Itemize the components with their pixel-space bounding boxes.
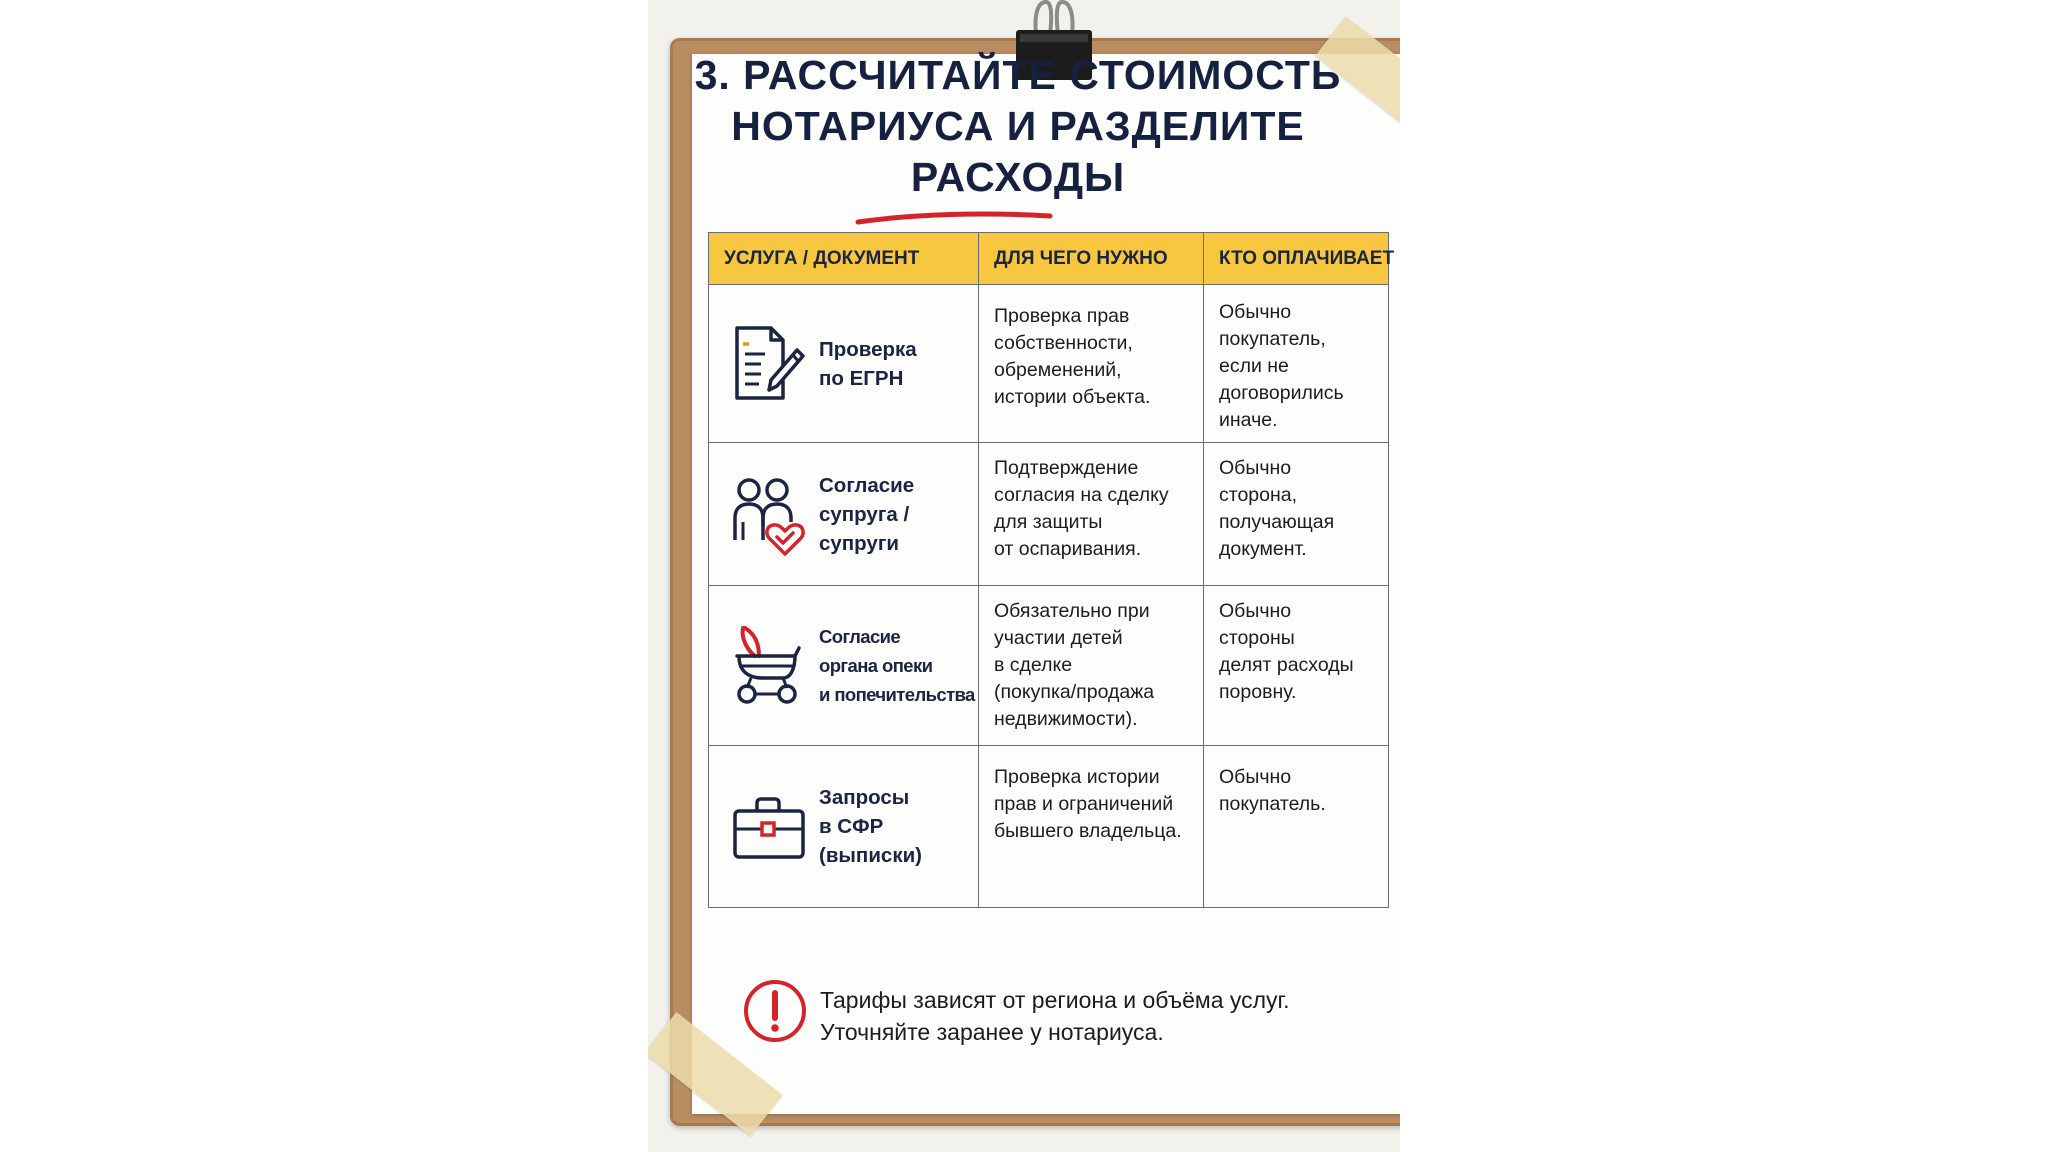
- cost-table: [708, 232, 1395, 908]
- payer-text: Обычно стороны делят расходы поровну.: [1219, 600, 1354, 703]
- poster: [648, 0, 1400, 1152]
- payer-cell: [1204, 443, 1389, 586]
- page-title: [688, 50, 1348, 203]
- table-row: [709, 285, 1389, 443]
- purpose-text: Подтверждение согласия на сделку для защиты от оспаривания.: [994, 457, 1169, 560]
- purpose-text: Проверка прав собственности, обременений, истории объекта.: [994, 305, 1151, 408]
- title-line-1: 3. РАССЧИТАЙТЕ СТОИМОСТЬ: [694, 52, 1342, 98]
- table-header-row: [709, 233, 1389, 285]
- table-row: [709, 746, 1389, 908]
- service-cell: [709, 285, 979, 443]
- payer-cell: [1204, 285, 1389, 443]
- payer-text: Обычно сторона, получающая документ.: [1219, 457, 1335, 560]
- tariff-note: Тарифы зависят от региона и объёма услуг. Уточняйте заранее у нотариуса.: [820, 987, 1290, 1045]
- briefcase-icon: [731, 783, 807, 871]
- title-underline: [854, 210, 1054, 226]
- purpose-cell: [979, 586, 1204, 746]
- couple-heart-icon: [731, 470, 807, 558]
- column-header-service: УСЛУГА / ДОКУМЕНТ: [709, 233, 979, 285]
- purpose-cell: [979, 443, 1204, 586]
- service-label: Согласие супруга / супруги: [819, 473, 915, 555]
- column-header-payer: КТО ОПЛАЧИВАЕТ: [1204, 233, 1389, 285]
- service-cell: [709, 586, 979, 746]
- title-line-2: НОТАРИУСА И РАЗДЕЛИТЕ: [731, 103, 1305, 149]
- service-label: Проверка по ЕГРН: [819, 337, 917, 390]
- baby-stroller-icon: [731, 622, 807, 710]
- payer-text: Обычно покупатель.: [1219, 766, 1326, 815]
- payer-cell: [1204, 746, 1389, 908]
- purpose-cell: [979, 285, 1204, 443]
- document-pen-icon: [731, 320, 807, 408]
- purpose-text: Проверка истории прав и ограничений бывшего владельца.: [994, 766, 1182, 842]
- payer-text: Обычно покупатель, если не договорились иначе.: [1219, 301, 1344, 431]
- table-row: [709, 586, 1389, 746]
- table-row: [709, 443, 1389, 586]
- service-label: Запросы в СФР (выписки): [819, 786, 923, 867]
- service-cell: [709, 443, 979, 586]
- title-line-3: РАСХОДЫ: [910, 154, 1126, 200]
- purpose-cell: [979, 746, 1204, 908]
- exclamation-circle-icon: [742, 978, 808, 1044]
- service-label: Согласие органа опеки и попечительства: [819, 626, 975, 705]
- payer-cell: [1204, 586, 1389, 746]
- purpose-text: Обязательно при участии детей в сделке (покупка/продажа недвижимости).: [994, 600, 1155, 730]
- column-header-purpose: ДЛЯ ЧЕГО НУЖНО: [979, 233, 1204, 285]
- service-cell: [709, 746, 979, 908]
